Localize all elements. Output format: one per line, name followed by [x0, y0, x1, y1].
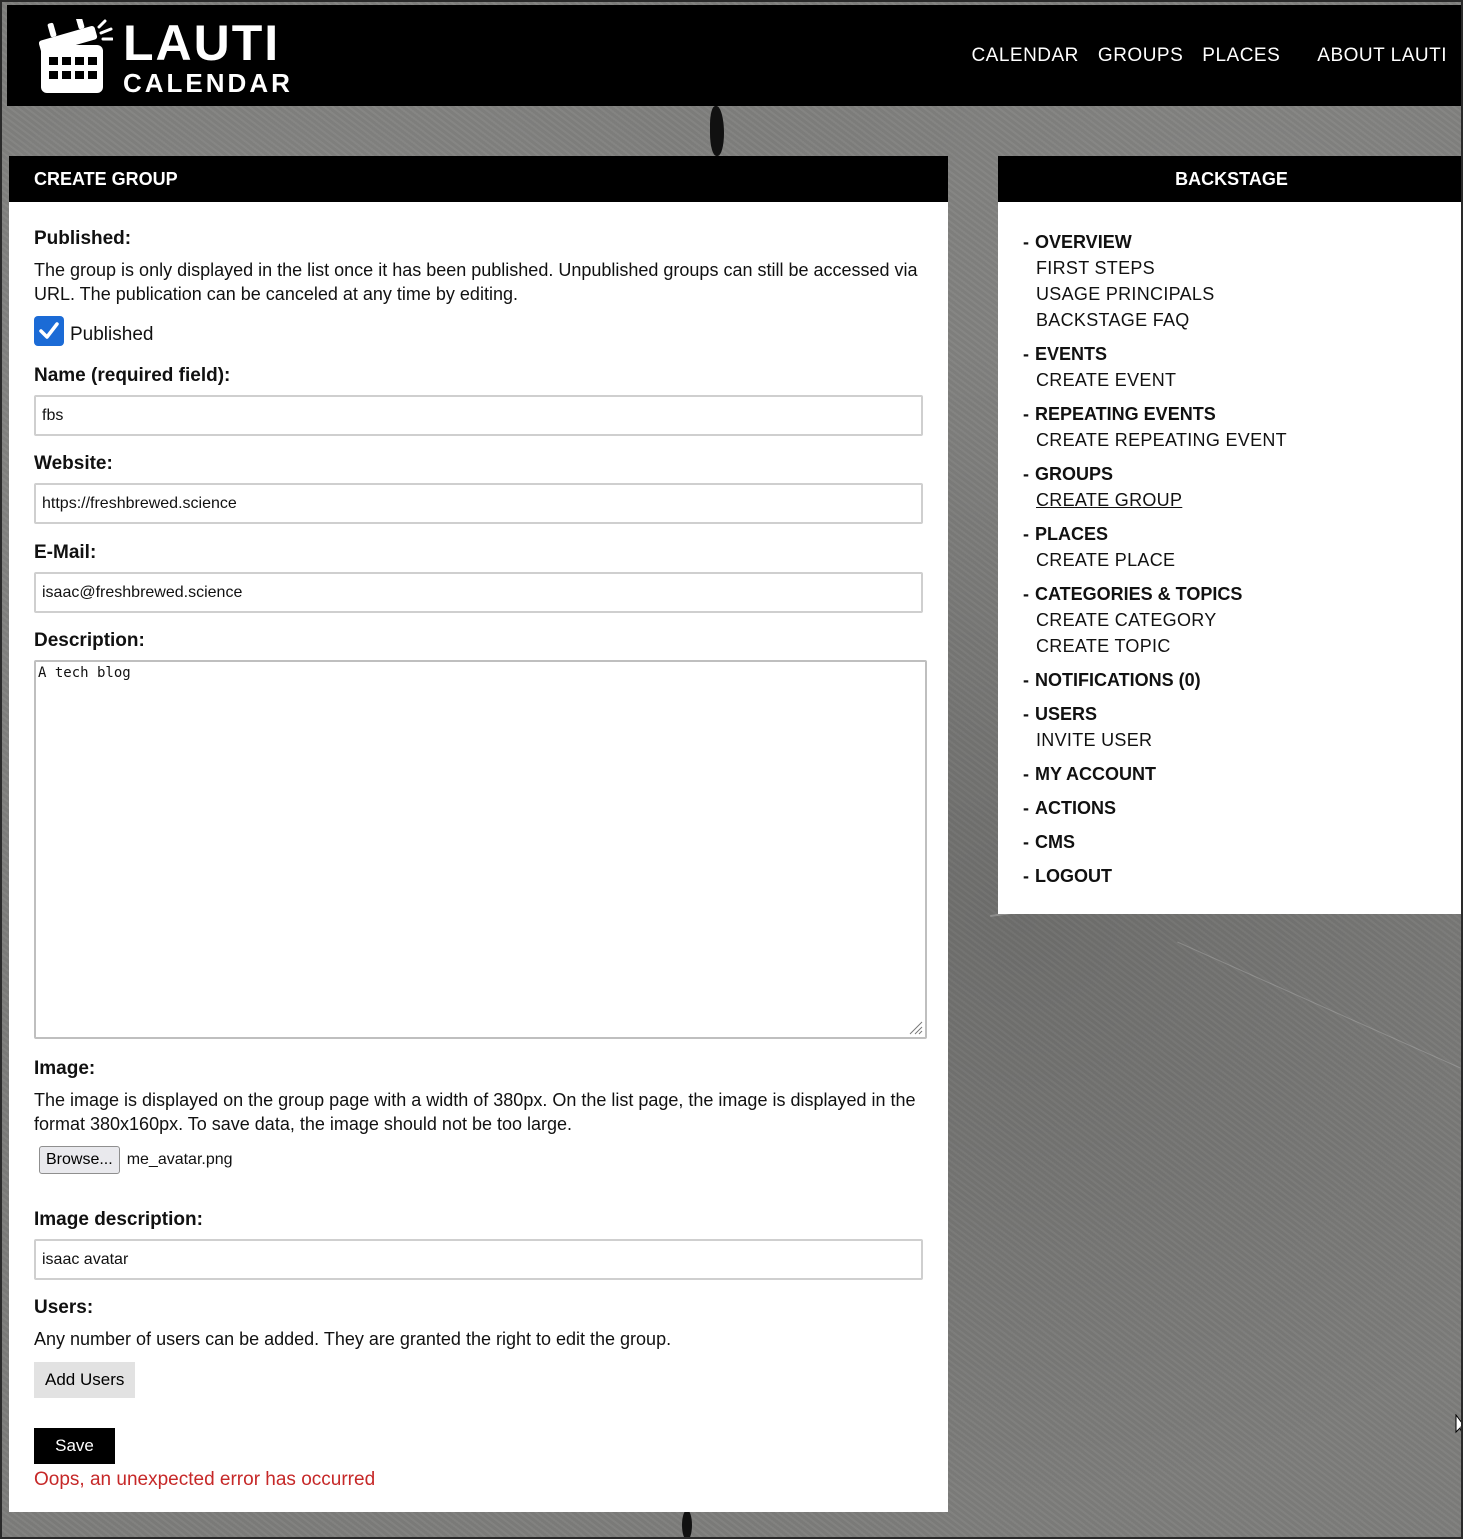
- published-help: The group is only displayed in the list once it has been published. Unpublished groups can still be accessed via URL. The publication can be canceled at any time by editing.: [34, 260, 918, 304]
- create-group-form: [9, 202, 948, 1491]
- backstage-group: [1023, 761, 1463, 787]
- image-description-input[interactable]: [34, 1239, 923, 1280]
- image-description-value: isaac avatar: [42, 1250, 129, 1268]
- website-label: Website:: [34, 453, 113, 474]
- image-file-picker: [39, 1146, 923, 1174]
- backstage-item-overview[interactable]: [1023, 229, 1463, 255]
- backstage-group: [1023, 461, 1463, 513]
- backstage-item-notifications-0[interactable]: [1023, 667, 1463, 693]
- backstage-item-categories-topics[interactable]: [1023, 581, 1463, 607]
- resize-grip-icon[interactable]: [907, 1019, 923, 1035]
- nav-groups[interactable]: GROUPS: [1097, 45, 1184, 66]
- backstage-item-label: OVERVIEW: [1035, 232, 1132, 252]
- save-button[interactable]: Save: [34, 1428, 115, 1464]
- backstage-item-events[interactable]: [1023, 341, 1463, 367]
- backstage-subitem-create-event[interactable]: CREATE EVENT: [1036, 370, 1177, 390]
- website-value: https://freshbrewed.science: [42, 494, 237, 512]
- backstage-item-repeating-events[interactable]: [1023, 401, 1463, 427]
- menu-dash: -: [1023, 670, 1029, 690]
- backstage-group: [1023, 701, 1463, 753]
- email-input[interactable]: [34, 572, 923, 613]
- name-input[interactable]: [34, 395, 923, 436]
- backstage-subitem-create-repeating-event[interactable]: CREATE REPEATING EVENT: [1036, 430, 1287, 450]
- backstage-group: [1023, 401, 1463, 453]
- email-value: isaac@freshbrewed.science: [42, 583, 243, 601]
- name-value: fbs: [42, 406, 64, 424]
- add-users-button[interactable]: Add Users: [34, 1362, 135, 1398]
- backstage-group: [1023, 229, 1463, 333]
- backstage-subitem-create-place[interactable]: CREATE PLACE: [1036, 550, 1176, 570]
- logo-title: LAUTI: [123, 15, 281, 71]
- users-label: Users:: [34, 1297, 94, 1318]
- menu-dash: -: [1023, 798, 1029, 818]
- description-textarea[interactable]: [34, 660, 927, 1039]
- nav-places[interactable]: PLACES: [1202, 45, 1281, 66]
- backstage-item-my-account[interactable]: [1023, 761, 1463, 787]
- published-checkbox[interactable]: [34, 316, 64, 346]
- browse-button[interactable]: Browse...: [39, 1146, 120, 1174]
- backstage-item-label: ACTIONS: [1035, 798, 1116, 818]
- nav-calendar[interactable]: CALENDAR: [971, 45, 1079, 66]
- backstage-item-label: MY ACCOUNT: [1035, 764, 1156, 784]
- backstage-subitem-create-topic[interactable]: CREATE TOPIC: [1036, 636, 1171, 656]
- panel-title: CREATE GROUP: [9, 156, 948, 202]
- calendar-logo-icon: [39, 19, 113, 95]
- main-nav: [971, 45, 1447, 67]
- error-message: Oops, an unexpected error has occurred: [34, 1469, 376, 1490]
- website-input[interactable]: [34, 483, 923, 524]
- backstage-item-label: EVENTS: [1035, 344, 1108, 364]
- backstage-group: [1023, 581, 1463, 659]
- backstage-item-label: CMS: [1035, 832, 1075, 852]
- menu-dash: -: [1023, 404, 1029, 424]
- backstage-menu: [998, 202, 1463, 889]
- published-row: [34, 316, 923, 346]
- backstage-group: [1023, 667, 1463, 693]
- backstage-item-cms[interactable]: [1023, 829, 1463, 855]
- logo-subtitle: CALENDAR: [123, 68, 293, 98]
- backstage-group: [1023, 863, 1463, 889]
- backstage-item-label: NOTIFICATIONS (0): [1035, 670, 1201, 690]
- image-description-label: Image description:: [34, 1209, 203, 1230]
- backstage-item-users[interactable]: [1023, 701, 1463, 727]
- backstage-item-label: REPEATING EVENTS: [1035, 404, 1216, 424]
- backstage-group: [1023, 829, 1463, 855]
- image-label: Image:: [34, 1058, 96, 1079]
- menu-dash: -: [1023, 524, 1029, 544]
- description-value: A tech blog: [38, 665, 131, 681]
- name-label: Name (required field):: [34, 365, 231, 386]
- site-header: [7, 5, 1463, 106]
- backstage-item-label: CATEGORIES & TOPICS: [1035, 584, 1243, 604]
- published-label: Published:: [34, 228, 132, 249]
- logo[interactable]: [39, 15, 293, 98]
- background-vein: [1153, 942, 1461, 1123]
- menu-dash: -: [1023, 464, 1029, 484]
- backstage-group: [1023, 341, 1463, 393]
- backstage-panel: [998, 156, 1463, 914]
- menu-dash: -: [1023, 344, 1029, 364]
- nav-about[interactable]: ABOUT LAUTI: [1317, 45, 1447, 66]
- description-label: Description:: [34, 630, 145, 651]
- backstage-item-label: USERS: [1035, 704, 1098, 724]
- backstage-item-places[interactable]: [1023, 521, 1463, 547]
- backstage-item-label: PLACES: [1035, 524, 1109, 544]
- menu-dash: -: [1023, 866, 1029, 886]
- backstage-group: [1023, 521, 1463, 573]
- menu-dash: -: [1023, 832, 1029, 852]
- backstage-subitem-usage-principals[interactable]: USAGE PRINCIPALS: [1036, 284, 1215, 304]
- backstage-item-logout[interactable]: [1023, 863, 1463, 889]
- checkmark-icon: [38, 320, 60, 342]
- menu-dash: -: [1023, 584, 1029, 604]
- users-help: Any number of users can be added. They are granted the right to edit the group.: [34, 1329, 672, 1349]
- backstage-subitem-create-group[interactable]: CREATE GROUP: [1036, 490, 1183, 510]
- menu-dash: -: [1023, 704, 1029, 724]
- backstage-item-groups[interactable]: [1023, 461, 1463, 487]
- logo-text: [123, 15, 293, 98]
- backstage-item-actions[interactable]: [1023, 795, 1463, 821]
- backstage-item-label: LOGOUT: [1035, 866, 1112, 886]
- image-help: The image is displayed on the group page with a width of 380px. On the list page, the image is displayed in the format 380x160px. To save data, the image should not be too large.: [34, 1090, 916, 1134]
- mouse-cursor-icon: [1455, 1414, 1463, 1436]
- backstage-subitem-first-steps[interactable]: FIRST STEPS: [1036, 258, 1155, 278]
- menu-dash: -: [1023, 232, 1029, 252]
- backstage-item-label: GROUPS: [1035, 464, 1114, 484]
- published-checkbox-label[interactable]: Published: [70, 324, 154, 345]
- backstage-subitem-invite-user[interactable]: INVITE USER: [1036, 730, 1153, 750]
- backstage-title: BACKSTAGE: [998, 156, 1463, 202]
- email-label: E-Mail:: [34, 542, 97, 563]
- background-crack: [710, 106, 724, 156]
- backstage-subitem-create-category[interactable]: CREATE CATEGORY: [1036, 610, 1217, 630]
- background-crack: [682, 1510, 692, 1539]
- create-group-panel: [9, 156, 948, 1512]
- menu-dash: -: [1023, 764, 1029, 784]
- backstage-subitem-backstage-faq[interactable]: BACKSTAGE FAQ: [1036, 310, 1190, 330]
- backstage-group: [1023, 795, 1463, 821]
- selected-file-name: me_avatar.png: [126, 1151, 233, 1168]
